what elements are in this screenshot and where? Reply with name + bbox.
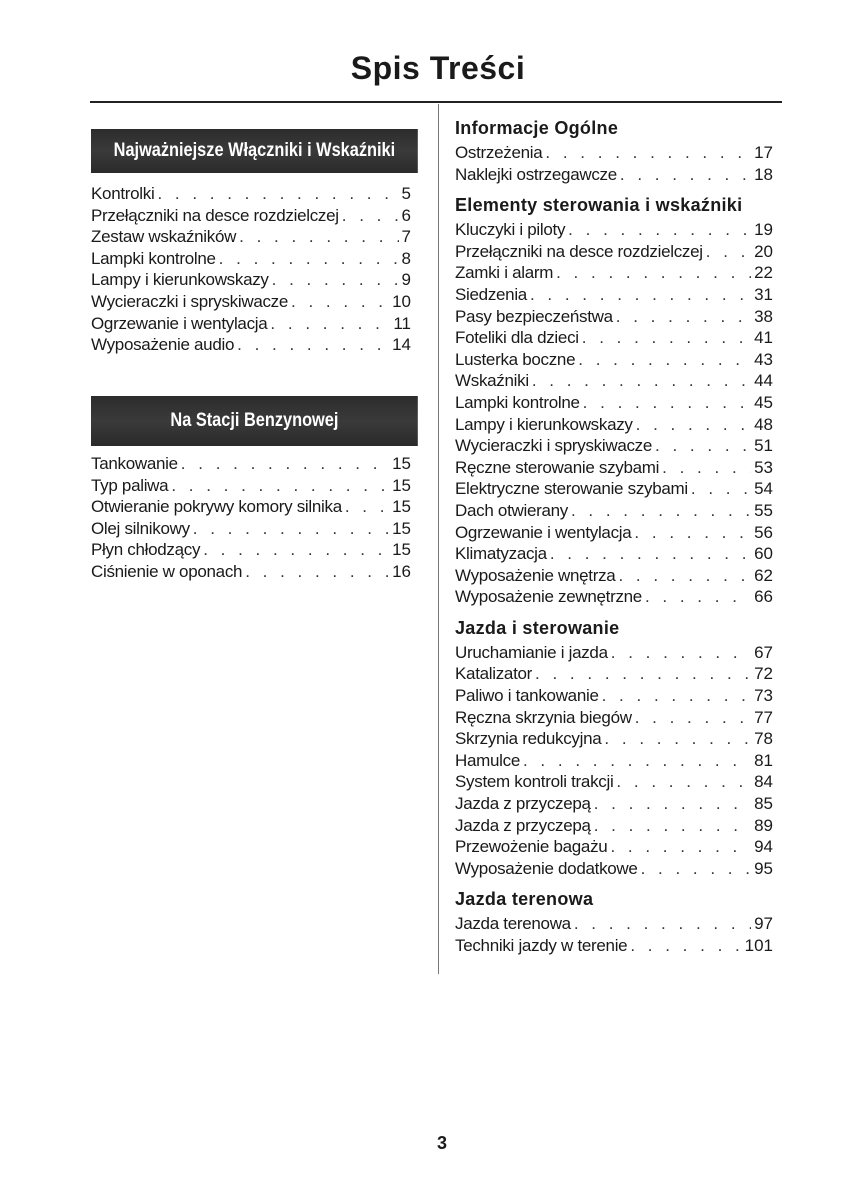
toc-entry[interactable] <box>91 518 411 540</box>
toc-entry[interactable] <box>455 586 773 608</box>
toc-entry-page: 81 <box>754 750 773 770</box>
toc-entry[interactable] <box>455 284 773 306</box>
toc-entry[interactable] <box>91 248 411 270</box>
toc-entry-title: Lampki kontrolne <box>455 392 580 412</box>
toc-entry-page: 67 <box>754 642 773 662</box>
dot-leader <box>545 142 751 164</box>
toc-entry[interactable] <box>455 262 773 284</box>
section-banner-fuel-station: Na Stacji Benzynowej <box>91 396 418 446</box>
dot-leader <box>634 522 751 544</box>
dot-leader <box>611 642 751 664</box>
dot-leader <box>620 164 751 186</box>
dot-leader <box>157 183 398 205</box>
toc-entry-title: Przewożenie bagażu <box>455 837 608 857</box>
toc-entry-page: 31 <box>754 284 773 304</box>
toc-list-fuel-station <box>91 453 411 583</box>
toc-entry-page: 6 <box>401 205 411 225</box>
toc-entry[interactable] <box>455 642 773 664</box>
dot-leader <box>602 685 751 707</box>
toc-entry-page: 7 <box>401 227 411 247</box>
toc-section <box>455 885 773 956</box>
toc-entry[interactable] <box>455 414 773 436</box>
toc-entry-title: Pasy bezpieczeństwa <box>455 306 613 326</box>
dot-leader <box>571 500 751 522</box>
toc-entry-title: Przełączniki na desce rozdzielczej <box>91 205 339 225</box>
toc-entry[interactable] <box>455 327 773 349</box>
dot-leader <box>181 453 389 475</box>
dot-leader <box>616 306 751 328</box>
toc-entry-title: Wyposażenie wnętrza <box>455 565 616 585</box>
toc-entry[interactable] <box>91 539 411 561</box>
dot-leader <box>535 663 751 685</box>
toc-entry-page: 73 <box>754 686 773 706</box>
toc-entry[interactable] <box>91 313 411 335</box>
dot-leader <box>655 435 751 457</box>
toc-entry-page: 44 <box>754 371 773 391</box>
dot-leader <box>532 370 751 392</box>
toc-entry-page: 54 <box>754 479 773 499</box>
toc-entry-title: Siedzenia <box>455 284 527 304</box>
toc-entry-title: Katalizator <box>455 664 533 684</box>
dot-leader <box>578 349 751 371</box>
toc-entry-title: Naklejki ostrzegawcze <box>455 164 617 184</box>
toc-entry-title: Zamki i alarm <box>455 263 554 283</box>
toc-entry-title: Ogrzewanie i wentylacja <box>91 313 268 333</box>
toc-list-controls <box>91 183 411 356</box>
toc-entry-title: Skrzynia redukcyjna <box>455 729 602 749</box>
toc-entry-page: 53 <box>754 457 773 477</box>
toc-entry-page: 15 <box>392 497 411 517</box>
section-heading: Jazda i sterowanie <box>455 617 620 638</box>
toc-entry-title: Wyposażenie zewnętrzne <box>455 587 642 607</box>
dot-leader <box>582 327 751 349</box>
toc-section <box>455 114 773 185</box>
dot-leader <box>618 565 751 587</box>
toc-entry[interactable] <box>455 728 773 750</box>
toc-entry[interactable] <box>455 836 773 858</box>
dot-leader <box>662 457 751 479</box>
toc-right-column <box>455 114 773 963</box>
toc-entry-page: 89 <box>754 815 773 835</box>
toc-entry[interactable] <box>455 164 773 186</box>
toc-entry-title: Ogrzewanie i wentylacja <box>455 522 632 542</box>
toc-entry-page: 18 <box>754 164 773 184</box>
dot-leader <box>641 858 752 880</box>
toc-entry-title: Dach otwierany <box>455 500 568 520</box>
toc-entry-page: 48 <box>754 414 773 434</box>
toc-entry[interactable] <box>455 707 773 729</box>
toc-entry-page: 10 <box>392 291 411 311</box>
toc-entry-page: 72 <box>754 664 773 684</box>
toc-entry-page: 38 <box>754 306 773 326</box>
toc-entry-page: 84 <box>754 772 773 792</box>
toc-entry[interactable] <box>455 858 773 880</box>
toc-entry[interactable] <box>455 750 773 772</box>
dot-leader <box>550 543 751 565</box>
dot-leader <box>574 913 751 935</box>
dot-leader <box>636 414 751 436</box>
toc-entry-title: Hamulce <box>455 750 520 770</box>
toc-entry-page: 85 <box>754 794 773 814</box>
toc-entry[interactable] <box>455 241 773 263</box>
dot-leader <box>583 392 751 414</box>
toc-entry[interactable] <box>455 793 773 815</box>
toc-entry-title: Klimatyzacja <box>455 544 547 564</box>
dot-leader <box>530 284 751 306</box>
dot-leader <box>616 771 751 793</box>
toc-entry-title: Jazda z przyczepą <box>455 794 591 814</box>
dot-leader <box>645 586 751 608</box>
toc-entry[interactable] <box>91 453 411 475</box>
toc-entry[interactable] <box>455 478 773 500</box>
toc-section <box>455 191 773 608</box>
toc-entry-title: Tankowanie <box>91 454 178 473</box>
toc-entry-title: Paliwo i tankowanie <box>455 686 599 706</box>
toc-entry-page: 15 <box>392 518 411 538</box>
toc-entry-page: 62 <box>754 565 773 585</box>
toc-entry[interactable] <box>455 771 773 793</box>
toc-entry-title: Ciśnienie w oponach <box>91 561 243 581</box>
toc-entry-title: Kontrolki <box>91 184 155 203</box>
dot-leader <box>245 561 389 583</box>
toc-entry-title: Jazda terenowa <box>455 914 571 934</box>
toc-entry-title: Lampy i kierunkowskazy <box>91 270 269 290</box>
toc-entry[interactable] <box>91 334 411 356</box>
toc-entry-title: Otwieranie pokrywy komory silnika <box>91 497 342 517</box>
toc-entry-page: 15 <box>392 540 411 560</box>
toc-entry-title: Lampy i kierunkowskazy <box>455 414 633 434</box>
toc-section <box>455 614 773 880</box>
dot-leader <box>239 226 398 248</box>
toc-entry-title: Zestaw wskaźników <box>91 227 237 247</box>
toc-entry-title: Techniki jazdy w terenie <box>455 936 628 955</box>
toc-entry-page: 19 <box>754 220 773 240</box>
page-number: 3 <box>436 1133 447 1153</box>
dot-leader <box>594 793 751 815</box>
toc-entry-page: 14 <box>392 335 411 355</box>
dot-leader <box>345 496 389 518</box>
toc-entry-page: 60 <box>754 544 773 564</box>
toc-entry[interactable] <box>455 543 773 565</box>
toc-entry-page: 94 <box>754 837 773 857</box>
dot-leader <box>630 935 741 957</box>
dot-leader <box>272 269 399 291</box>
dot-leader <box>193 518 389 540</box>
dot-leader <box>706 241 751 263</box>
dot-leader <box>556 262 751 284</box>
section-heading: Jazda terenowa <box>455 889 594 910</box>
dot-leader <box>635 707 751 729</box>
dot-leader <box>291 291 389 313</box>
toc-entry[interactable] <box>455 565 773 587</box>
toc-entry-page: 45 <box>754 392 773 412</box>
toc-entry[interactable] <box>91 183 411 205</box>
toc-entry[interactable] <box>455 306 773 328</box>
dot-leader <box>203 539 389 561</box>
toc-entry-title: Jazda z przyczepą <box>455 815 591 835</box>
toc-entry-page: 22 <box>754 263 773 283</box>
toc-entry[interactable] <box>455 435 773 457</box>
dot-leader <box>594 815 751 837</box>
page-title: Spis Treści <box>350 50 526 86</box>
toc-entry-title: Wyposażenie dodatkowe <box>455 858 638 878</box>
toc-entry-page: 55 <box>754 500 773 520</box>
toc-entry[interactable] <box>91 226 411 248</box>
dot-leader <box>237 334 389 356</box>
toc-entry-page: 78 <box>754 729 773 749</box>
toc-entry-title: Wycieraczki i spryskiwacze <box>455 436 653 456</box>
toc-entry-page: 9 <box>401 270 411 290</box>
section-heading: Elementy sterowania i wskaźniki <box>455 195 743 216</box>
dot-leader <box>568 219 751 241</box>
toc-entry[interactable] <box>455 685 773 707</box>
toc-entry[interactable] <box>455 457 773 479</box>
dot-leader <box>219 248 399 270</box>
dot-leader <box>171 475 389 497</box>
toc-entry[interactable] <box>91 561 411 583</box>
toc-entry-page: 15 <box>392 454 411 473</box>
toc-entry-page: 95 <box>754 858 773 878</box>
toc-entry-title: Foteliki dla dzieci <box>455 328 579 348</box>
toc-entry[interactable] <box>91 269 411 291</box>
toc-entry[interactable] <box>91 205 411 227</box>
dot-leader <box>691 478 751 500</box>
toc-entry-title: Przełączniki na desce rozdzielczej <box>455 241 703 261</box>
section-banner-controls: Najważniejsze Włączniki i Wskaźniki <box>91 129 418 173</box>
toc-entry-page: 66 <box>754 587 773 607</box>
toc-entry[interactable] <box>91 291 411 313</box>
toc-entry-title: System kontroli trakcji <box>455 772 614 792</box>
toc-entry-title: Płyn chłodzący <box>91 540 201 560</box>
toc-entry[interactable] <box>455 935 773 957</box>
toc-entry[interactable] <box>455 815 773 837</box>
toc-entry-page: 41 <box>754 328 773 348</box>
toc-entry[interactable] <box>455 663 773 685</box>
toc-entry-page: 51 <box>754 436 773 456</box>
toc-entry-title: Elektryczne sterowanie szybami <box>455 479 688 499</box>
toc-entry-title: Typ paliwa <box>91 475 169 495</box>
toc-entry-title: Wycieraczki i spryskiwacze <box>91 291 289 311</box>
toc-entry[interactable] <box>455 219 773 241</box>
toc-entry[interactable] <box>91 475 411 497</box>
dot-leader <box>610 836 751 858</box>
toc-entry[interactable] <box>455 142 773 164</box>
dot-leader <box>270 313 390 335</box>
toc-entry-title: Lusterka boczne <box>455 349 576 369</box>
toc-entry-page: 97 <box>754 914 773 934</box>
toc-entry-title: Lampki kontrolne <box>91 248 216 268</box>
toc-entry-title: Wskaźniki <box>455 371 529 391</box>
toc-entry-page: 11 <box>393 313 411 333</box>
toc-entry[interactable] <box>455 370 773 392</box>
toc-entry-page: 77 <box>754 707 773 727</box>
toc-entry-page: 8 <box>401 248 411 268</box>
toc-entry-title: Ręczne sterowanie szybami <box>455 457 660 477</box>
toc-entry[interactable] <box>91 496 411 518</box>
toc-entry-page: 43 <box>754 349 773 369</box>
toc-entry-page: 56 <box>754 522 773 542</box>
toc-entry-page: 16 <box>392 561 411 581</box>
title-rule <box>90 101 782 103</box>
dot-leader <box>604 728 751 750</box>
toc-entry[interactable] <box>455 392 773 414</box>
toc-entry-title: Olej silnikowy <box>91 518 190 538</box>
toc-entry-title: Wyposażenie audio <box>91 335 235 355</box>
toc-entry-title: Ręczna skrzynia biegów <box>455 707 632 727</box>
toc-entry[interactable] <box>455 500 773 522</box>
dot-leader <box>523 750 751 772</box>
toc-entry-title: Ostrzeżenia <box>455 143 543 162</box>
toc-entry-page: 20 <box>754 241 773 261</box>
toc-entry-page: 17 <box>754 143 773 162</box>
toc-entry[interactable] <box>455 349 773 371</box>
column-divider <box>438 104 439 974</box>
dot-leader <box>342 205 399 227</box>
toc-entry[interactable] <box>455 522 773 544</box>
toc-entry-title: Uruchamianie i jazda <box>455 642 608 662</box>
toc-entry[interactable] <box>455 913 773 935</box>
toc-entry-page: 5 <box>401 184 411 203</box>
section-heading: Informacje Ogólne <box>455 118 619 138</box>
toc-entry-page: 15 <box>392 475 411 495</box>
toc-entry-title: Kluczyki i piloty <box>455 220 566 240</box>
toc-entry-page: 101 <box>744 936 773 955</box>
